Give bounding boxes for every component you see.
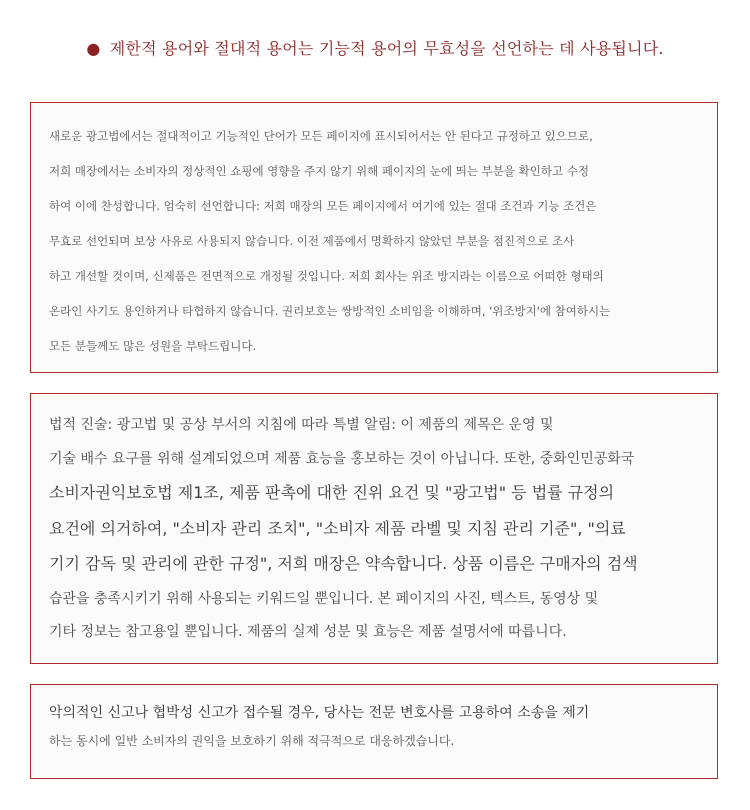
page-headline: [0, 36, 750, 59]
notice-paragraph-ad-law: 새로운 광고법에서는 절대적이고 기능적인 단어가 모든 페이지에 표시되어서는 안 된다고 규정하고 있으므로, 저희 매장에서는 소비자의 정상적인 쇼핑에 영향을 주지 않기 위해 페이지의 눈에 띄는 부분을 확인하고 수정 하여 이에 찬성합니다. 엄숙히 선언합니다: 저희 매장의 모든 페이지에서 여기에 있는 절대 조건과 기능 조건은 무효로 선언되며 보상 사유로 사용되지 않습니다. 이전 제품에서 명확하지 않았던 부분을 점진적으로 조사 하고 개선할 것이며, 신제품은 전면적으로 개정될 것입니다. 저희 회사는 위조 방지라는 이름으로 어떠한 형태의 온라인 사기도 용인하거나 타협하지 않습니다. 권리보호는 쌍방적인 소비임을 이해하며, '위조방지'에 참여하시는 모든 분들께도 많은 성원을 부탁드립니다.: [49, 129, 611, 353]
legal-line-4: 요건에 의거하여, "소비자 관리 조치", "소비자 제품 라벨 및 지침 관리 기준", "의료: [49, 518, 626, 538]
legal-line-1: 법적 진술: 광고법 및 공상 부서의 지침에 따라 특별 알림: 이 제품의 제목은 운영 및: [49, 417, 554, 433]
legal-line-3: 소비자권익보호법 제1조, 제품 판촉에 대한 진위 요건 및 "광고법" 등 법률 규정의: [49, 483, 615, 502]
headline-text: 제한적 용어와 절대적 용어는 기능적 용어의 무효성을 선언하는 데 사용됩니다.: [109, 39, 664, 58]
malicious-report-line-1: 악의적인 신고나 협박성 신고가 접수될 경우, 당사는 전문 변호사를 고용하여 소송을 제기: [49, 705, 590, 721]
notice-paragraph-legal-statement: [49, 409, 699, 650]
legal-line-6: 습관을 충족시키기 위해 사용되는 키워드일 뿐입니다. 본 페이지의 사진, 텍스트, 동영상 및: [49, 590, 599, 607]
notice-box-malicious-report: [30, 684, 718, 779]
legal-line-5: 기기 감독 및 관리에 관한 규정", 저희 매장은 약속합니다. 상품 이름은 구매자의 검색: [49, 554, 638, 573]
notice-box-legal-statement: [30, 393, 718, 664]
notice-box-ad-law: [30, 102, 718, 373]
bullet-icon: ●: [86, 39, 101, 58]
legal-line-2: 기술 배수 요구를 위해 설계되었으며 제품 효능을 홍보하는 것이 아닙니다. 또한, 중화인민공화국: [49, 450, 635, 467]
legal-line-7: 기타 정보는 참고용일 뿐입니다. 제품의 실제 성분 및 효능은 제품 설명서에 따릅니다.: [49, 624, 567, 640]
malicious-report-line-2: 하는 동시에 일반 소비자의 권익을 보호하기 위해 적극적으로 대응하겠습니다.: [49, 734, 455, 748]
